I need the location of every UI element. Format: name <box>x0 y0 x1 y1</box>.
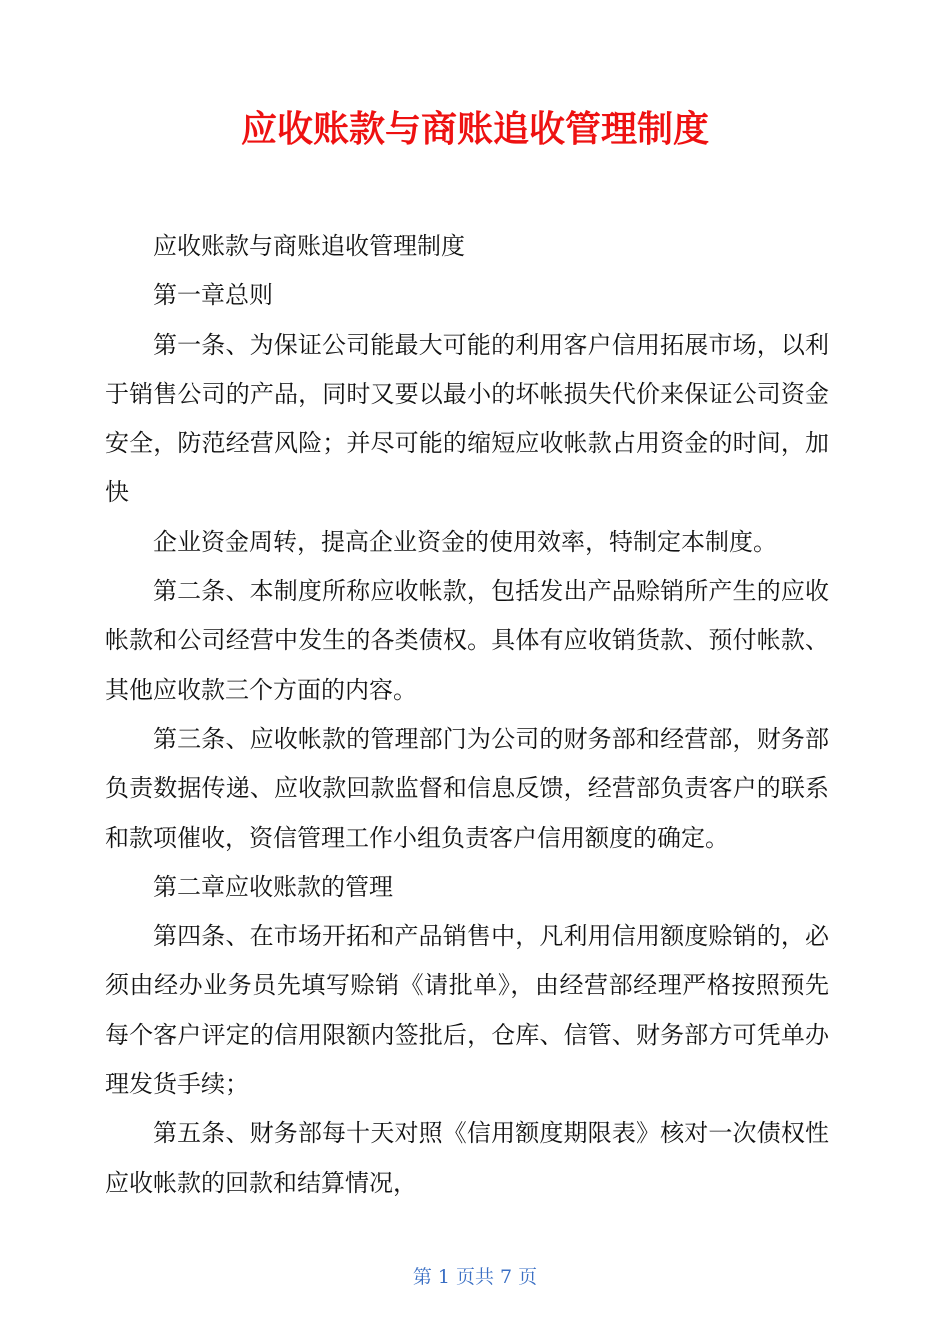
paragraph-article-4: 第四条、在市场开拓和产品销售中，凡利用信用额度赊销的，必须由经办业务员先填写赊销《请批单》，由经营部经理严格按照预先每个客户评定的信用限额内签批后，仓库、信管、财务部方可凭单办理发货手续； <box>105 922 829 1099</box>
paragraph-article-1-continued: 企业资金周转，提高企业资金的使用效率，特制定本制度。 <box>153 527 777 556</box>
page-footer: 第 1 页共 7 页 <box>412 1266 538 1288</box>
document-body <box>105 222 829 1208</box>
paragraph-article-1: 第一条、为保证公司能最大可能的利用客户信用拓展市场，以利于销售公司的产品，同时又要以最小的坏帐损失代价来保证公司资金安全，防范经营风险；并尽可能的缩短应收帐款占用资金的时间，加快 <box>105 330 829 507</box>
paragraph-article-2: 第二条、本制度所称应收帐款，包括发出产品赊销所产生的应收帐款和公司经营中发生的各类债权。具体有应收销货款、预付帐款、其他应收款三个方面的内容。 <box>105 577 829 704</box>
page-title: 应收账款与商账追收管理制度 <box>240 109 709 150</box>
paragraph-chapter-2-heading: 第二章应收账款的管理 <box>153 872 393 901</box>
paragraph-article-3: 第三条、应收帐款的管理部门为公司的财务部和经营部，财务部负责数据传递、应收款回款监督和信息反馈，经营部负责客户的联系和款项催收，资信管理工作小组负责客户信用额度的确定。 <box>105 724 829 852</box>
paragraph-doc-heading: 应收账款与商账追收管理制度 <box>153 232 465 260</box>
paragraph-article-5: 第五条、财务部每十天对照《信用额度期限表》核对一次债权性应收帐款的回款和结算情况， <box>105 1119 829 1197</box>
paragraph-chapter-1-heading: 第一章总则 <box>153 281 273 310</box>
